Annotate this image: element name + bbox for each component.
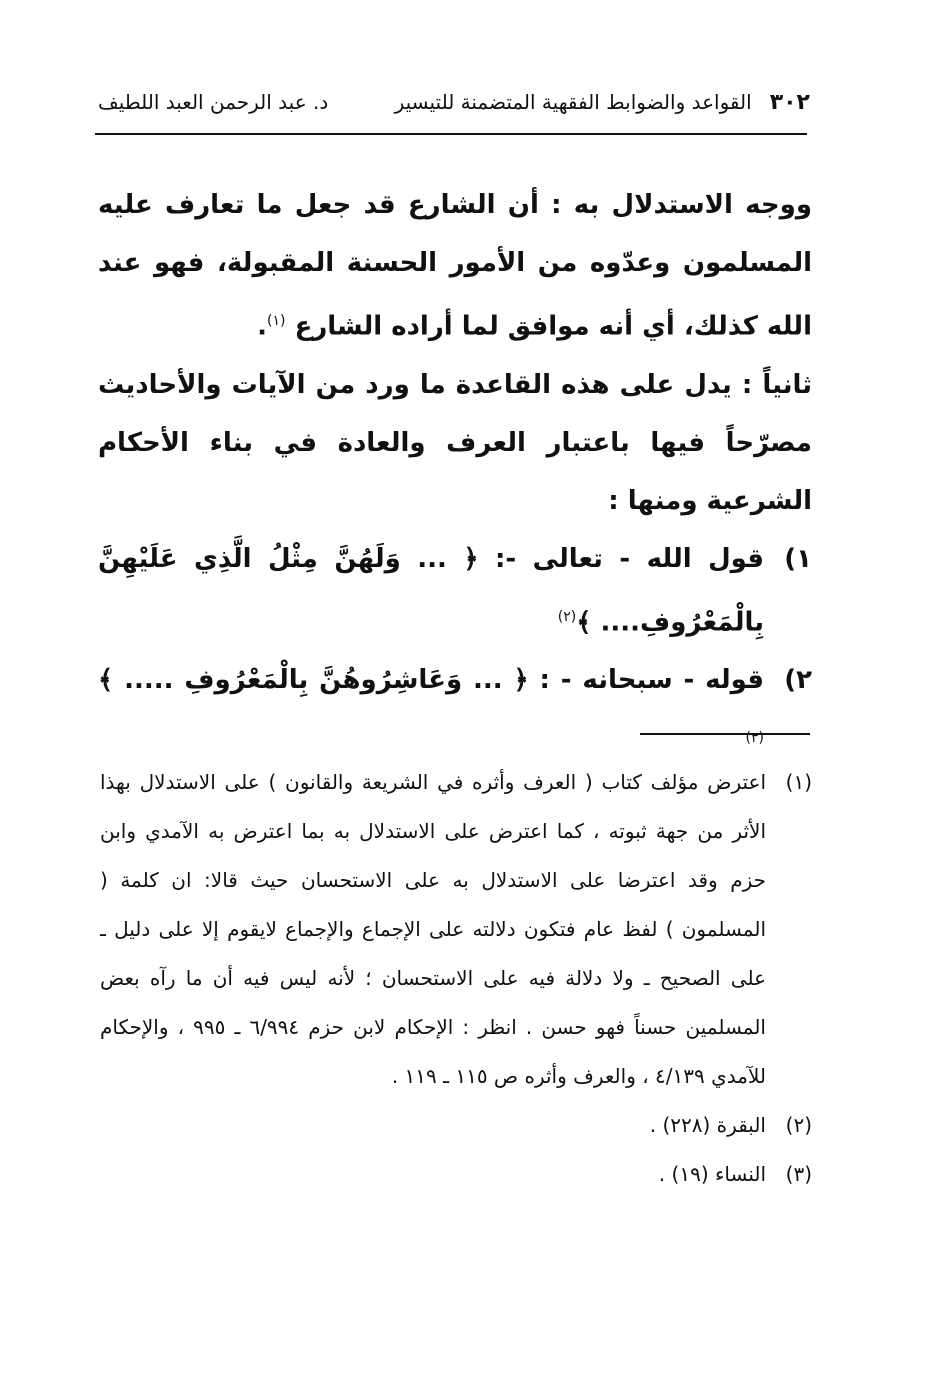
footnote-divider [640, 733, 810, 735]
footnote-2 [96, 1101, 812, 1150]
quote-2-text: قوله - سبحانه - : ﴿ ... وَعَاشِرُوهُنَّ بِالْمَعْرُوفِ ..... ﴾ [98, 665, 764, 696]
quote-1 [98, 530, 812, 652]
footnote-1-mark: (١) [785, 770, 812, 794]
paragraph-1-text: ووجه الاستدلال به : أن الشارع قد جعل ما تعارف عليه المسلمون وعدّوه من الأمور الحسنة المقبولة، فهو عند الله كذلك، أي أنه موافق لما أراده الشارع [98, 190, 812, 342]
book-title: القواعد والضوابط الفقهية المتضمنة للتيسير [394, 90, 752, 114]
quote-1-text: قول الله - تعالى -: ﴿ ... وَلَهُنَّ مِثْلُ الَّذِي عَلَيْهِنَّ بِالْمَعْرُوفِ.... ﴾ [98, 543, 764, 638]
header-divider [95, 133, 807, 135]
paragraph-1-end: . [257, 311, 268, 342]
footnote-1-text: اعترض مؤلف كتاب ( العرف وأثره في الشريعة والقانون ) على الاستدلال بهذا الأثر من جهة ثبوته ، كما اعترض على الاستدلال به بما اعترض به الآمدي وابن حزم وقد اعترضا على الاستدلال به على الاستحسان حيث قالا: ان كلمة ( المسلمون ) لفظ عام فتكون دلالته على الإجماع والإجماع لايقوم إلا على دليل ـ على الصحيح ـ ولا دلالة فيه على الاستحسان ؛ لأنه ليس فيه أن ما رآه بعض المسلمين حسناً فهو حسن . انظر : الإحكام لابن حزم ٦/٩٩٤ ـ ٩٩٥ ، والإحكام للآمدي ٤/١٣٩ ، والعرف وأثره ص ١١٥ ـ ١١٩ . [100, 770, 766, 1088]
footnote-ref-1: (١) [267, 313, 286, 329]
footnote-1 [96, 758, 812, 1101]
footnote-2-mark: (٢) [785, 1113, 812, 1137]
author-name: د. عبد الرحمن العبد اللطيف [98, 90, 329, 114]
footnote-3 [96, 1150, 812, 1199]
quote-1-number: ١) [784, 543, 812, 574]
footnote-ref-3: (٣) [745, 730, 764, 747]
footnotes [96, 758, 812, 1199]
quote-2 [98, 651, 812, 773]
page-number: ٣٠٢ [769, 89, 810, 115]
quote-2-number: ٢) [784, 665, 812, 696]
footnote-3-mark: (٣) [785, 1162, 812, 1186]
footnote-2-text: البقرة (٢٢٨) . [649, 1113, 766, 1137]
running-header [98, 84, 810, 120]
quote-2-content [98, 651, 764, 773]
footnote-ref-2: (٢) [557, 608, 577, 625]
paragraph-2: ثانياً : يدل على هذه القاعدة ما ورد من الآيات والأحاديث مصرّحاً فيها باعتبار العرف والعادة في بناء الأحكام الشرعية ومنها : [98, 369, 812, 516]
footnote-3-text: النساء (١٩) . [658, 1162, 766, 1186]
main-text [98, 176, 812, 773]
header-title-group [395, 90, 810, 115]
paragraph-1 [98, 176, 812, 356]
quote-1-content [98, 530, 764, 652]
